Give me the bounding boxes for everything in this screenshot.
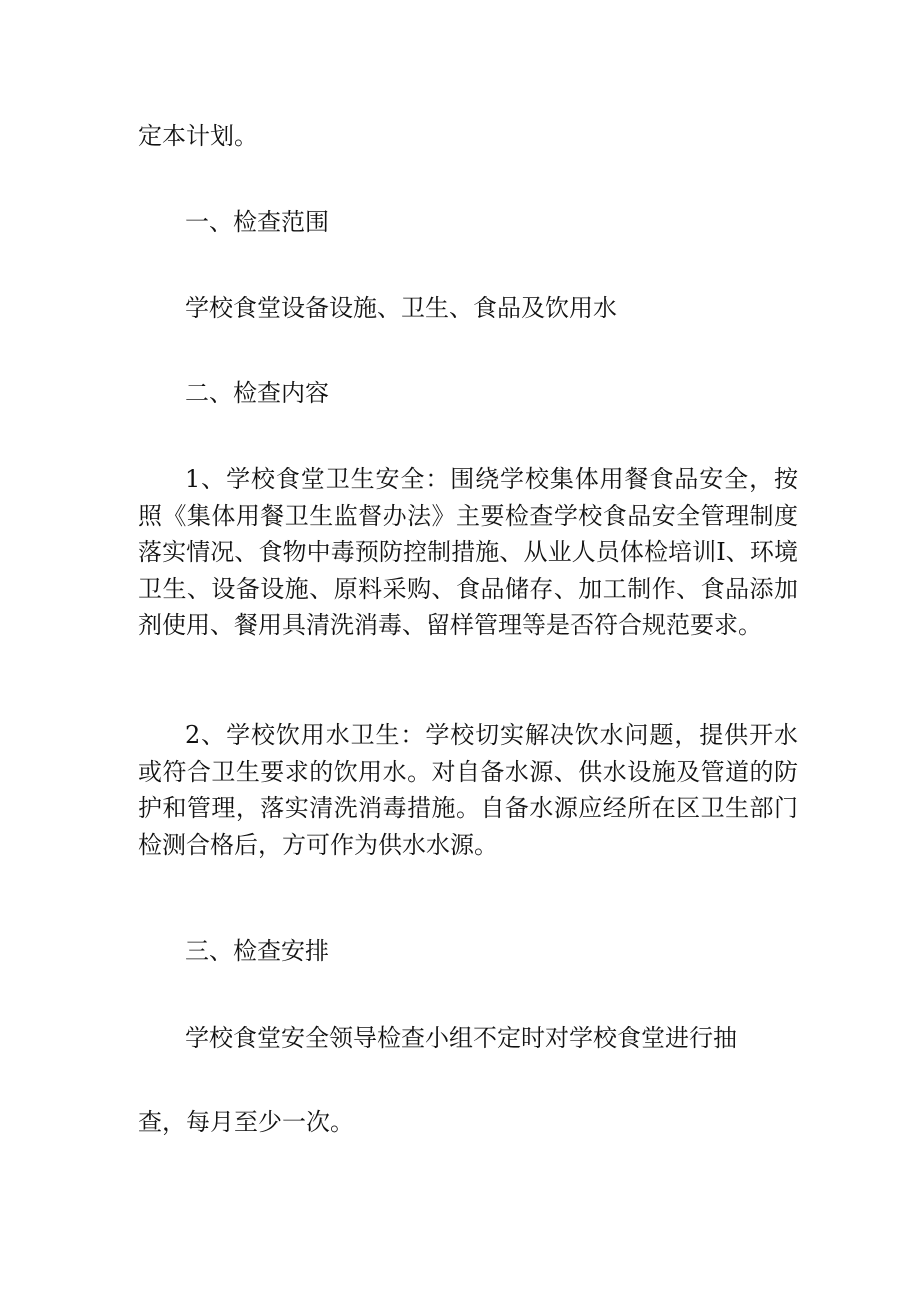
arrangement-body-line-1: 学校食堂安全领导检查小组不定时对学校食堂进行抽: [185, 1024, 737, 1052]
content-item-drinking-water: 2、学校饮用水卫生：学校切实解决饮水问题，提供开水或符合卫生要求的饮用水。对自备水源、供水设施及管道的防护和管理，落实清洗消毒措施。自备水源应经所在区卫生部门检测合格后，方可作为供水水源。: [138, 721, 798, 859]
continuation-text: 定本计划。: [138, 122, 258, 150]
arrangement-body-line-2: 查，每月至少一次。: [138, 1108, 354, 1136]
section-heading-scope: 一、检查范围: [185, 208, 329, 236]
content-item-food-safety: 1、学校食堂卫生安全：围绕学校集体用餐食品安全，按照《集体用餐卫生监督办法》主要检查学校食品安全管理制度落实情况、食物中毒预防控制措施、从业人员体检培训I、环境卫生、设备设施、原料采购、食品储存、加工制作、食品添加剂使用、餐用具清洗消毒、留样管理等是否符合规范要求。: [138, 465, 798, 639]
section-heading-content: 二、检查内容: [185, 379, 329, 407]
scope-body: 学校食堂设备设施、卫生、食品及饮用水: [185, 294, 617, 322]
section-heading-arrangement: 三、检查安排: [185, 937, 329, 965]
